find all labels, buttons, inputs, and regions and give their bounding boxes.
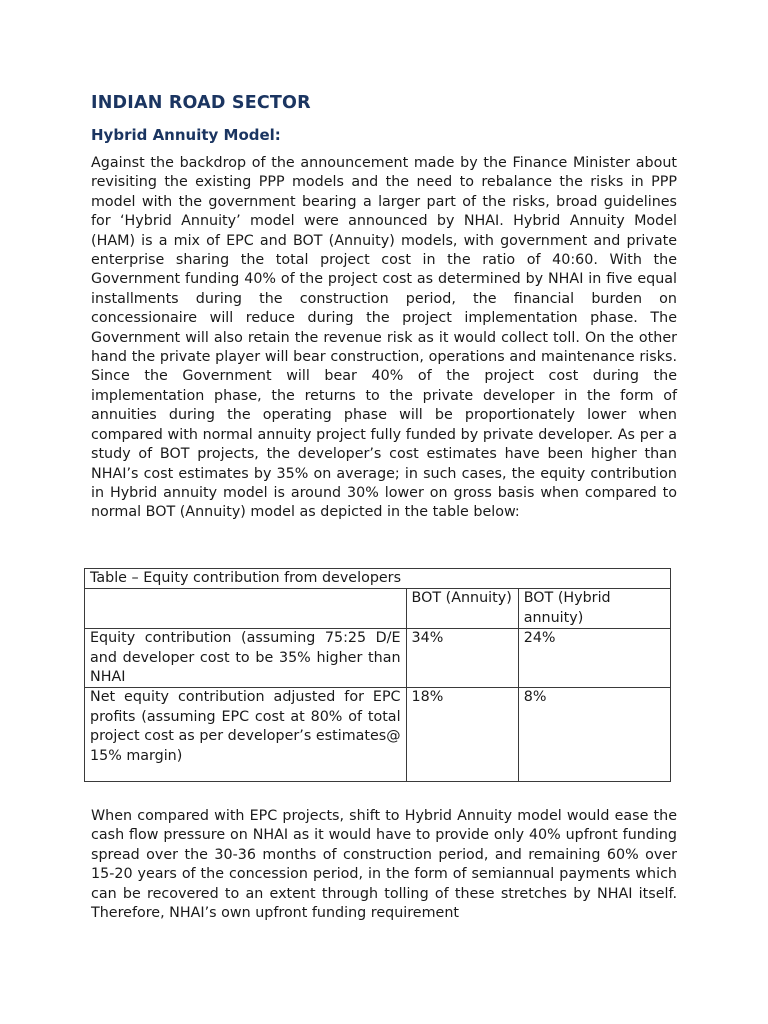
- table-caption: Table – Equity contribution from developers: [85, 569, 671, 589]
- table-header-empty: [85, 589, 407, 629]
- row-value-bot-hybrid: 8%: [518, 688, 670, 782]
- page-title: INDIAN ROAD SECTOR: [91, 93, 311, 113]
- row-value-bot-hybrid: 24%: [518, 629, 670, 688]
- table-row: [85, 688, 671, 782]
- table-header-bot-annuity: BOT (Annuity): [406, 589, 518, 629]
- table-header-row: [85, 589, 671, 629]
- table-row: [85, 629, 671, 688]
- table-header-bot-hybrid: BOT (Hybrid annuity): [518, 589, 670, 629]
- row-label: Equity contribution (assuming 75:25 D/E and developer cost to be 35% higher than NHAI: [85, 629, 407, 688]
- intro-paragraph: Against the backdrop of the announcement made by the Finance Minister about revisiting the existing PPP models and the need to rebalance the risks in PPP model with the government bearing a larger part of the risks, broad guidelines for ‘Hybrid Annuity’ model were announced by NHAI. Hybrid Annuity Model (HAM) is a mix of EPC and BOT (Annuity) models, with government and private enterprise sharing the total project cost in the ratio of 40:60. With the Government funding 40% of the project cost as determined by NHAI in five equal installments during the construction period, the financial burden on concessionaire will reduce during the project implementation phase. The Government will also retain the revenue risk as it would collect toll. On the other hand the private player will bear construction, operations and maintenance risks. Since the Government will bear 40% of the project cost during the implementation phase, the returns to the private developer in the form of annuities during the operating phase will be proportionately lower when compared with normal annuity project fully funded by private developer. As per a study of BOT projects, the developer’s cost estimates have been higher than NHAI’s cost estimates by 35% on average; in such cases, the equity contribution in Hybrid annuity model is around 30% lower on gross basis when compared to normal BOT (Annuity) model as depicted in the table below:: [91, 155, 677, 521]
- epc-comparison-paragraph: When compared with EPC projects, shift to Hybrid Annuity model would ease the cash flow pressure on NHAI as it would have to provide only 40% upfront funding spread over the 30-36 months of construction period, and remaining 60% over 15-20 years of the concession period, in the form of semiannual payments which can be recovered to an extent through tolling of these stretches by NHAI itself. Therefore, NHAI’s own upfront funding requirement: [91, 808, 677, 922]
- row-value-bot-annuity: 34%: [406, 629, 518, 688]
- section-heading: Hybrid Annuity Model:: [91, 126, 281, 144]
- row-label: Net equity contribution adjusted for EPC profits (assuming EPC cost at 80% of total project cost as per developer’s estimates@ 15% margin): [85, 688, 407, 782]
- row-value-bot-annuity: 18%: [406, 688, 518, 782]
- equity-contribution-table: [84, 568, 671, 782]
